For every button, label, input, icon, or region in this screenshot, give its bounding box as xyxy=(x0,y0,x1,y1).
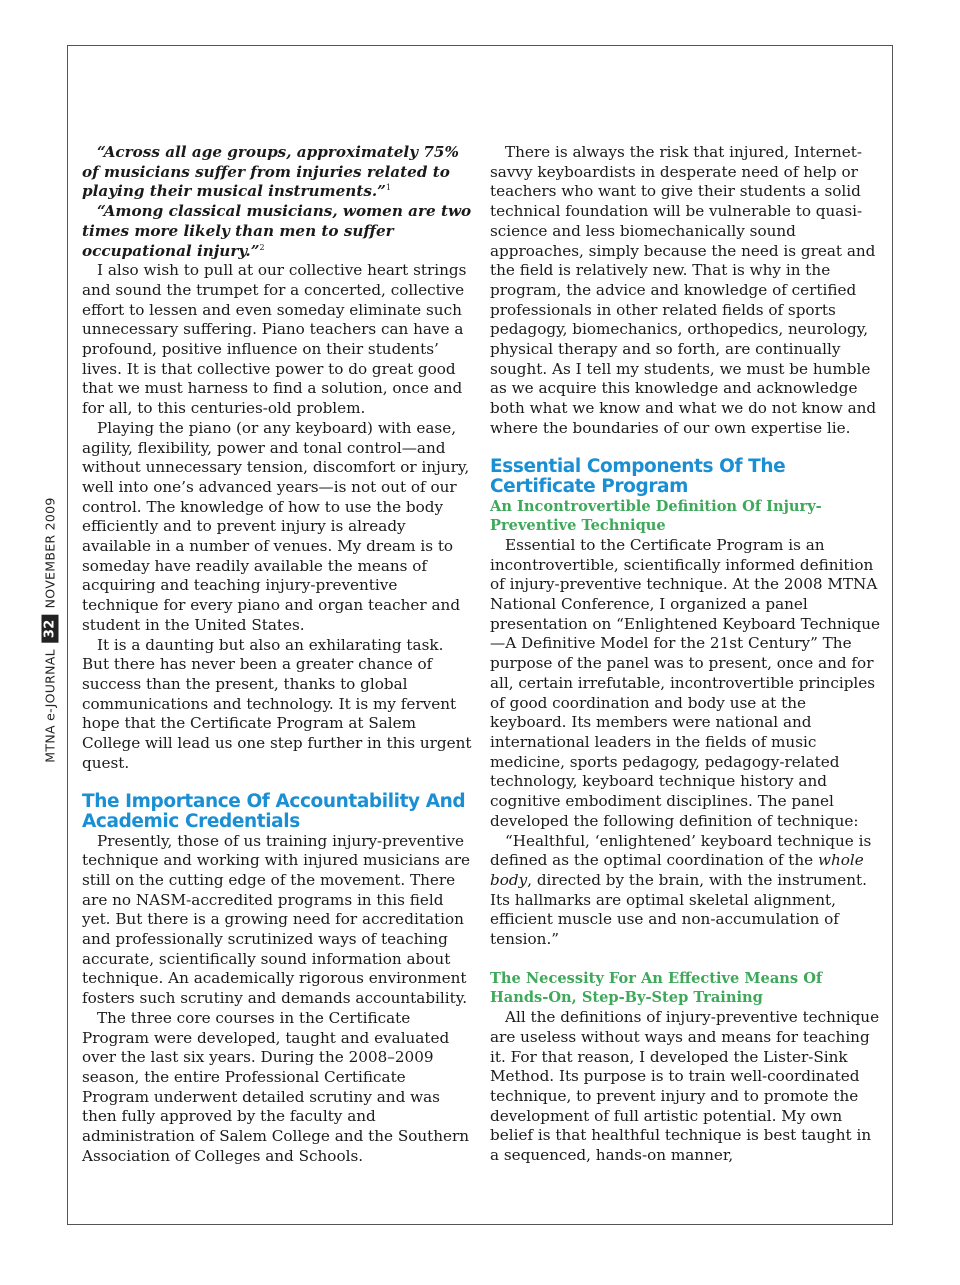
statistic-quote-1: “Across all age groups, approximately 75% of musicians suffer from injuries related to playing their musical instruments.”$^1$ xyxy=(82,143,459,201)
journal-name: MTNA e-JOURNAL xyxy=(42,649,58,763)
definition-quote: “Healthful, ‘enlightened’ keyboard technique is defined as the optimal coordination of the whole body, directed by the brain, with the instrument. Its hallmarks are optimal skeletal alignment, efficient muscle use and non-accumulation of tension.” xyxy=(490,831,872,949)
body-paragraph: I also wish to pull at our collective heart strings and sound the trumpet for a concerted, collective effort to lessen and even someday eliminate such unnecessary suffering. Piano teachers can have a profound, positive influence on their students’ lives. It is that collective power to do great good that we must harness to find a solution, once and for all, to this centuries-old problem. xyxy=(82,261,467,418)
body-paragraph: There is always the risk that injured, Internet-savvy keyboardists in desperate need of help or teachers who want to give their students a solid technical foundation will be vulnerable to quasi-science and less biomechanically sound approaches, simply because the need is great and the field is relatively new. That is why in the program, the advice and knowledge of certified professionals in other related fields of sports pedagogy, biomechanics, orthopedics, neurology, physical therapy and so forth, are continually sought. As I tell my students, we must be humble as we acquire this knowledge and acknowledge both what we know and what we do not know and where the boundaries of our own expertise lie. xyxy=(490,143,877,437)
section-heading-accountability: The Importance Of Accountability And Academic Credentials xyxy=(82,790,466,832)
emphasis-whole-body: whole body xyxy=(490,851,864,889)
right-column xyxy=(490,143,880,1166)
subheading-training: The Necessity For An Effective Means Of Hands-On, Step-By-Step Training xyxy=(490,969,823,1007)
body-paragraph: Playing the piano (or any keyboard) with ease, agility, flexibility, power and tonal control—and without unnecessary tension, discomfort or injury, well into one’s advanced years—is not out of our control. The knowledge of how to use the body efficiently and to prevent injury is already available in a number of venues. My dream is to someday have readily available the means of acquiring and teaching injury-preventive technique for every piano and organ teacher and student in the United States. xyxy=(82,418,470,634)
body-paragraph: Essential to the Certificate Program is an incontrovertible, scientifically informed definition of injury-preventive technique. At the 2008 MTNA National Conference, I organized a panel presentation on “Enlightened Keyboard Technique—A Definitive Model for the 21st Century” The purpose of the panel was to present, once and for all, certain irrefutable, incontrovertible principles of good coordination and body use at the keyboard. Its members were national and international leaders in the fields of music medicine, sports pedagogy, pedagogy-related technology, keyboard technique history and cognitive embodiment disciplines. The panel developed the following definition of technique: xyxy=(490,535,881,830)
body-paragraph: All the definitions of injury-preventive technique are useless without ways and means for teaching it. For that reason, I developed the Lister-Sink Method. Its purpose is to train well-coordinated technique, to prevent injury and to promote the development of full artistic potential. My own belief is that healthful technique is best taught in a sequenced, hands-on manner, xyxy=(490,1008,880,1165)
section-heading-essential-components: Essential Components Of The Certificate Program xyxy=(490,455,786,497)
left-column xyxy=(82,143,472,1166)
footnote-ref-2: 2 xyxy=(259,242,265,252)
subheading-definition: An Incontrovertible Definition Of Injury-Preventive Technique xyxy=(490,497,822,535)
page-number: 32 xyxy=(42,614,59,643)
sidebar xyxy=(34,480,66,780)
body-paragraph: Presently, those of us training injury-preventive technique and working with injured musicians are still on the cutting edge of the movement. There are no NASM-accredited programs in this field yet. But there is a growing need for accreditation and professionally scrutinized ways of teaching accurate, scientifically sound information about technique. An academically rigorous environment fosters such scrutiny and demands accountability. xyxy=(82,831,470,1008)
body-paragraph: It is a daunting but also an exhilarating task. But there has never been a greater chance of success than the present, thanks to global communications and technology. It is my fervent hope that the Certificate Program at Salem College will lead us one step further in this urgent quest. xyxy=(82,635,472,772)
footnote-ref-1: 1 xyxy=(385,183,392,193)
statistic-quote-2: “Among classical musicians, women are two times more likely than men to suffer occupational injury.”$^2$ xyxy=(82,202,472,260)
issue-date: NOVEMBER 2009 xyxy=(42,497,58,609)
sidebar-running-head xyxy=(42,497,59,762)
body-paragraph: The three core courses in the Certificate Program were developed, taught and evaluated over the last six years. During the 2008–2009 season, the entire Professional Certificate Program underwent detailed scrutiny and was then fully approved by the faculty and administration of Salem College and the Southern Association of Colleges and Schools. xyxy=(82,1008,470,1165)
